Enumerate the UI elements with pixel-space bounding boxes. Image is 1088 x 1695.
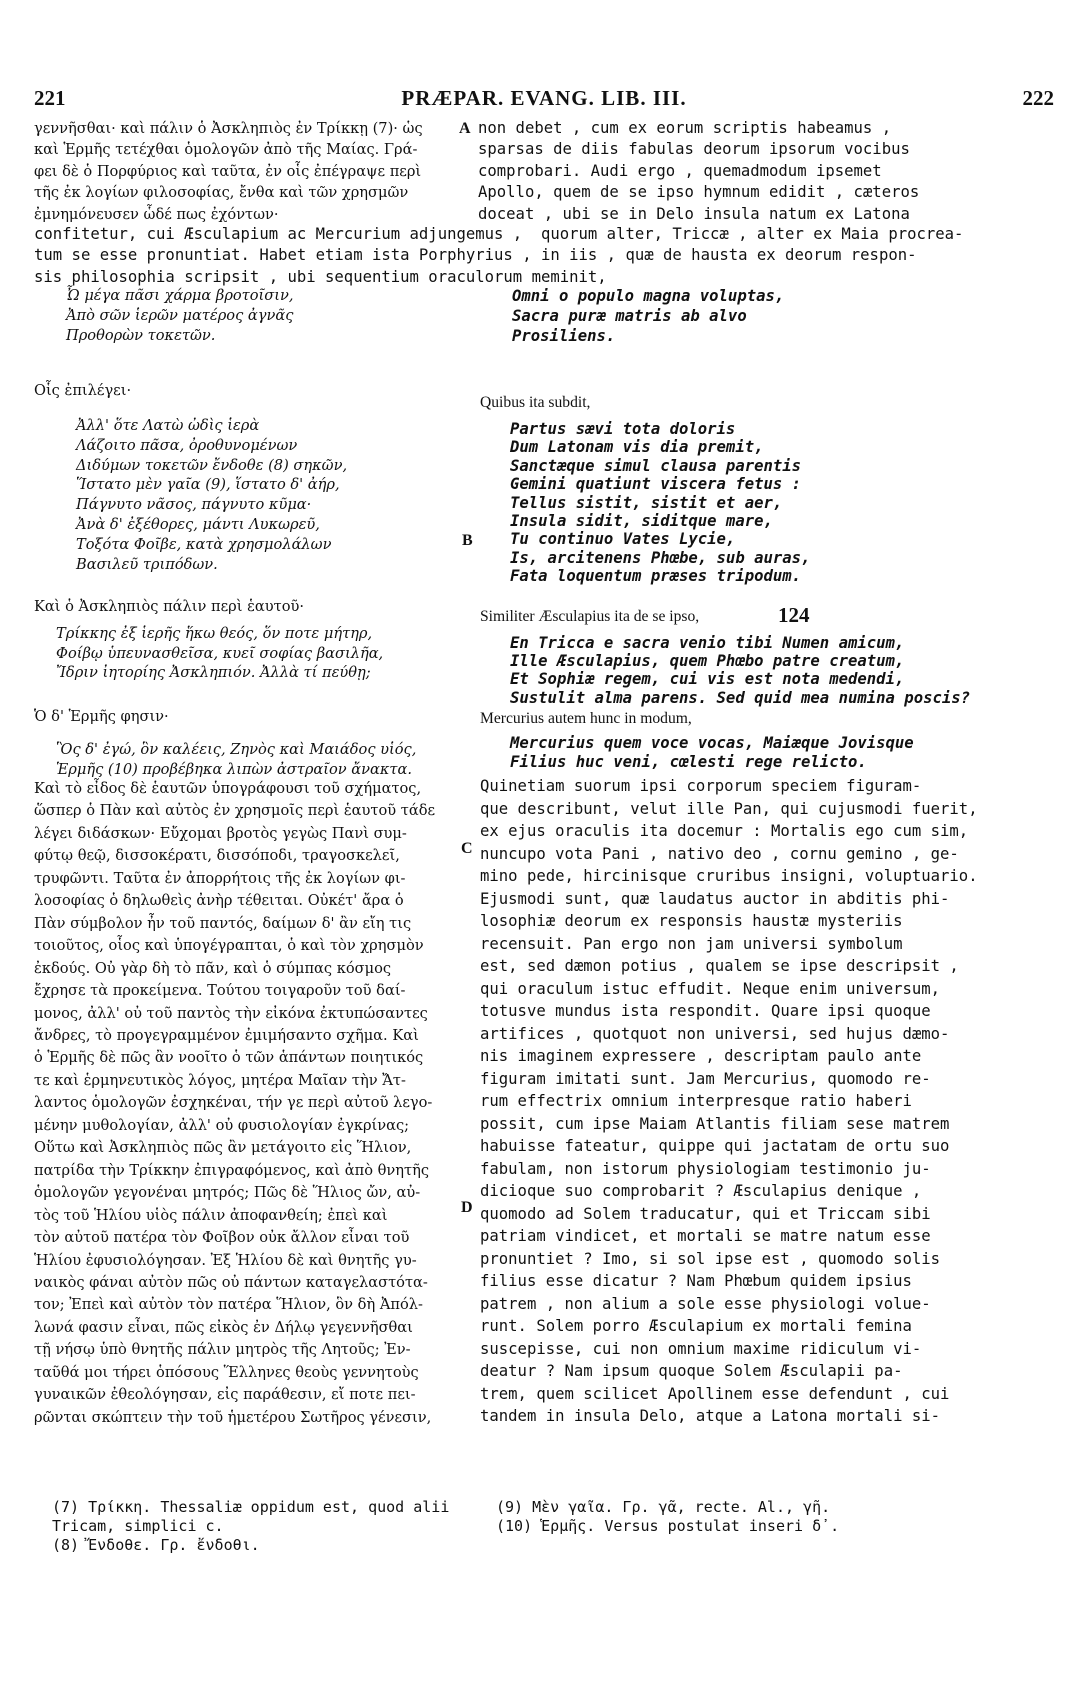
latin-oracle-verse-2: Partus sævi tota doloris Dum Latonam vis dia premit, Sanctæque simul clausa parentis Gemini quatiunt viscera fetus : Tellus sistit, sistit et aer, Insula sidit, siditque mare, Tu continuo Vates Lycie, Is, arcitenens Phœbe, sub auras, Fata loquentum præses tripodum. [510, 420, 811, 586]
left-page-number: 221 [34, 86, 66, 110]
greek-oracle-verse-2: Ἀλλ' ὅτε Λατὼ ὠδὶς ἱερὰ Λάζοιτο πᾶσα, ὀροθυνομένων Διδύμων τοκετῶν ἔνδοθε (8) σηκῶν, Ἵστατο μὲν γαῖα (9), ἵστατο δ' ἀήρ, Πάγνυτο νᾶσος, πάγνυτο κῦμα· Ἀνὰ δ' ἐξέθορες, μάντι Λυκωρεῦ, Τοξότα Φοῖβε, κατὰ χρησμολάλων Βασιλεῦ τριπόδων. [76, 417, 348, 573]
greek-intro-3: Ὁ δ' Ἑρμῆς φησιν· [34, 708, 169, 725]
latin-wide-paragraph: confitetur, cui Æsculapium ac Mercurium adjungemus , quorum alter, Triccæ , alter ex Maia procrea- tum se esse pronuntiat. Habet etiam ista Porphyrius , in iis , quæ de hausta ex deorum respon- sis philosophia scripsit , ubi sequentium oraculorum meminit, [34, 225, 964, 286]
margin-letter-b: B [462, 532, 473, 549]
greek-oracle-verse-4: Ὃς δ' ἐγώ, ὃν καλέεις, Ζηνὸς καὶ Μαιάδος υἱός, Ἑρμῆς (10) προβέβηκα λιπὼν ἀστραῖον ἄνακτα. [56, 741, 417, 778]
section-number: 124 [778, 603, 810, 627]
margin-letter-c: C [461, 840, 473, 857]
greek-paragraph-opening: γεννῆσθαι· καὶ πάλιν ὁ Ἀσκληπιὸς ἐν Τρίκκῃ (7)· ὡς καὶ Ἑρμῆς τετέχθαι ὁμολογῶν ἀπὸ τῆς Μαίας. Γρά- φει δὲ ὁ Πορφύριος καὶ ταῦτα, ἐν οἷς ἐπέγραψε περὶ τῆς ἐκ λογίων φιλοσοφίας, ἔνθα καὶ τῶν χρησμῶν ἐμνημόνευσεν ὧδέ πως ἐχόντων· [34, 120, 423, 223]
margin-letter-d: D [461, 1199, 473, 1216]
greek-oracle-verse-1: Ὦ μέγα πᾶσι χάρμα βροτοῖσιν, Ἀπὸ σῶν ἱερῶν ματέρος ἀγνᾶς Προθορὼν τοκετῶν. [66, 287, 294, 344]
running-header [34, 86, 1054, 112]
greek-intro-2: Καὶ ὁ Ἀσκληπιὸς πάλιν περὶ ἑαυτοῦ· [34, 598, 305, 615]
footnotes-left: (7) Τρίκκη. Thessaliæ oppidum est, quod alii Tricam, simplici c. (8) Ἔνδοθε. Γρ. ἔνδοθι. [52, 1498, 450, 1554]
latin-main-text: Quinetiam suorum ipsi corporum speciem figuram- que describunt, velut ille Pan, qui cujusmodi fuerit, ex ejus oraculis ita docemur : Mortalis ego cum sim, nuncupo vota Pani , nativo deo , cornu gemino , ge- mino pede, hircinisque cruribus insigni, voluptuario. Ejusmodi sunt, quæ laudatus auctor in abditis phi- losophiæ deorum ex responsis haustæ mysteriis recensuit. Pan ergo non jam universi symbolum est, sed dæmon potius , qualem se ipse descripsit , qui oraculum istuc effudit. Neque enim universum, totusve mundus ista respondit. Quare ipsi quoque artifices , quotquot non universi, sed hujus dæmo- nis imaginem expressere , descriptam paulo ante figuram imitati sunt. Jam Mercurius, quomodo re- rum effectrix omnium interpresque ratio haberi possit, cum ipse Maiam Atlantis filiam sese matrem habuisse fateatur, quippe qui jactatam de ortu suo fabulam, non istorum physiologiam testimonio ju- dicioque suo comprobarit ? Æsculapius denique , quomodo ad Solem traducatur, qui et Triccam sibi patriam vindicet, et mortali se matre natum esse pronuntiet ? Imo, si sol ipse est , quomodo solis filius esse dicatur ? Nam Phœbum quidem ipsius patrem , non alium a sole esse physiologi volue- runt. Solem porro Æsculapium ex mortali femina suscepisse, cui non omnium maxime ridiculum vi- deatur ? Nam ipsum quoque Solem Æsculapii pa- trem, quem scilicet Apollinem esse defendunt , cui tandem in insula Delo, atque a Latona mortali si- [480, 777, 978, 1425]
footnotes-right: (9) Μὲν γαῖα. Γρ. γᾶ, recte. Al., γῆ. (10) Ἑρμῆς. Versus postulat inseri δ᾽. [496, 1498, 840, 1535]
latin-oracle-verse-4: Mercurius quem voce vocas, Maiæque Jovisque Filius huc veni, cœlesti rege relicto. [510, 734, 914, 771]
right-page-number: 222 [1022, 86, 1054, 110]
latin-intro-2: Similiter Æsculapius ita de se ipso, [480, 608, 700, 625]
greek-intro-1: Οἷς ἐπιλέγει· [34, 382, 132, 399]
greek-main-text: Καὶ τὸ εἶδος δὲ ἑαυτῶν ὑπογράφουσι τοῦ σχήματος, ὥσπερ ὁ Πὰν καὶ αὐτὸς ἐν χρησμοῖς περὶ ἑαυτοῦ τάδε λέγει διδάσκων· Εὔχομαι βροτὸς γεγὼς Πανὶ συμ- φύτῳ θεῷ, δισσοκέρατι, δισσόποδι, τραγοσκελεῖ, τρυφῶντι. Ταῦτα ἐν ἀπορρήτοις τῆς ἐκ λογίων φι- λοσοφίας ὁ δηλωθεὶς ἀνὴρ τέθειται. Οὐκέτ' ἄρα ὁ Πὰν σύμβολον ἦν τοῦ παντός, δαίμων δ' ἂν εἴη τις τοιοῦτος, οἷος καὶ ὑπογέγραπται, ὁ καὶ τὸν χρησμὸν ἐκδούς. Οὐ γὰρ δὴ τὸ πᾶν, καὶ ὁ σύμπας κόσμος ἔχρησε τὰ προκείμενα. Τούτου τοιγαροῦν τοῦ δαί- μονος, ἀλλ' οὐ τοῦ παντὸς τὴν εἰκόνα ἐκτυπώσαντες ἄνδρες, τὸ προγεγραμμένον ἐμιμήσαντο σχῆμα. Καὶ ὁ Ἑρμῆς δὲ πῶς ἂν νοοῖτο ὁ τῶν ἁπάντων ποιητικός τε καὶ ἑρμηνευτικὸς λόγος, μητέρα Μαῖαν τὴν Ἄτ- λαντος ὁμολογῶν ἐσχηκέναι, τήν γε περὶ αὐτοῦ λεγο- μένην μυθολογίαν, ἀλλ' οὐ φυσιολογίαν ἐγκρίνας; Οὕτω καὶ Ἀσκληπιὸς πῶς ἂν μετάγοιτο εἰς Ἥλιον, πατρίδα τὴν Τρίκκην ἐπιγραφόμενος, καὶ ἀπὸ θνητῆς ὁμολογῶν γεγονέναι μητρός; Πῶς δὲ Ἥλιος ὤν, αὐ- τὸς τοῦ Ἡλίου υἱὸς πάλιν ἀποφανθείη; ἐπεὶ καὶ τὸν αὐτοῦ πατέρα τὸν Φοῖβον οὐκ ἄλλον εἶναι τοῦ Ἡλίου ἐφυσιολόγησαν. Ἐξ Ἡλίου δὲ καὶ θνητῆς γυ- ναικὸς φάναι αὐτὸν πῶς οὐ πάντων καταγελαστότα- τον; Ἐπεὶ καὶ αὐτὸν τὸν πατέρα Ἥλιον, ὃν δὴ Ἀπόλ- λωνά φασιν εἶναι, πῶς εἰκὸς ἐν Δήλῳ γεγεννῆσθαι τῇ νήσῳ ὑπὸ θνητῆς πάλιν μητρὸς τῆς Λητοῦς; Ἐν- ταῦθά μοι τήρει ὁπόσους Ἕλληνες θεοὺς γεννητοὺς γυναικῶν ἐθεολόγησαν, εἰς παράθεσιν, εἴ ποτε πει- ρῶνται σκώπτειν τὴν τοῦ ἡμετέρου Σωτῆρος γένεσιν, [34, 780, 436, 1426]
latin-paragraph-opening: non debet , cum ex eorum scriptis habeamus , sparsas de diis fabulas deorum ipsorum vocibus comprobari. Audi ergo , quemadmodum ipsemet Apollo, quem de se ipso hymnum edidit , cæteros doceat , ubi se in Delo insula natum ex Latona [478, 119, 920, 223]
latin-intro-1: Quibus ita subdit, [480, 394, 591, 411]
latin-oracle-verse-3: En Tricca e sacra venio tibi Numen amicum, Ille Æsculapius, quem Phœbo patre creatum, Et Sophiæ regem, cui vis est nota medendi, Sustulit alma parens. Sed quid mea numina poscis? [510, 634, 971, 707]
greek-oracle-verse-3: Τρίκκης ἐξ ἱερῆς ἥκω θεός, ὅν ποτε μήτηρ, Φοίβῳ ὑπευνασθεῖσα, κυεῖ σοφίας βασιλῆα, Ἴδριν ἰητορίης Ἀσκληπιόν. Ἀλλὰ τί πεύθῃ; [56, 625, 384, 682]
latin-oracle-verse-1: Omni o populo magna voluptas, Sacra puræ matris ab alvo Prosiliens. [512, 287, 785, 345]
margin-letter-a: A [459, 120, 471, 137]
running-title: PRÆPAR. EVANG. LIB. III. [401, 86, 687, 110]
latin-intro-3: Mercurius autem hunc in modum, [480, 710, 692, 727]
